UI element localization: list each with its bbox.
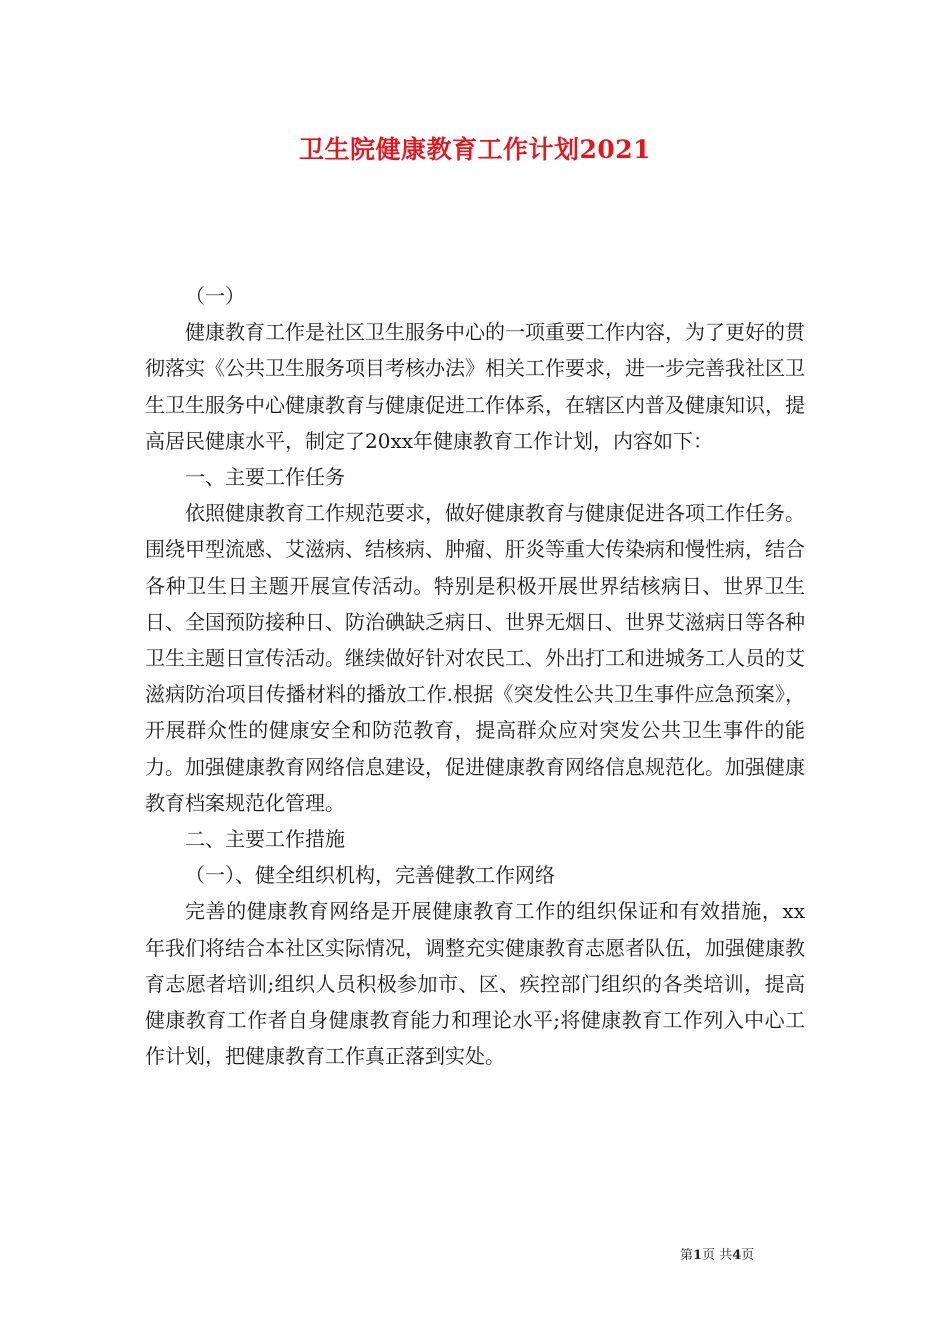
footer-middle: 页 共 [702, 1248, 733, 1263]
page-number-footer [680, 1247, 840, 1265]
footer-prefix: 第 [680, 1248, 694, 1263]
organization-paragraph: 完善的健康教育网络是开展健康教育工作的组织保证和有效措施，xx年我们将结合本社区实际情况，调整充实健康教育志愿者队伍，加强健康教育志愿者培训;组织人员积极参加市、区、疾控部门组织的各类培训，提高健康教育工作者自身健康教育能力和理论水平;将健康教育工作列入中心工作计划，把健康教育工作真正落到实处。 [145, 899, 805, 1069]
tasks-paragraph: 依照健康教育工作规范要求，做好健康教育与健康促进各项工作任务。围绕甲型流感、艾滋病、结核病、肿瘤、肝炎等重大传染病和慢性病，结合各种卫生日主题开展宣传活动。特别是积极开展世界结核病日、世界卫生日、全国预防接种日、防治碘缺乏病日、世界无烟日、世界艾滋病日等各种卫生主题日宣传活动。继续做好针对农民工、外出打工和进城务工人员的艾滋病防治项目传播材料的播放工作.根据《突发性公共卫生事件应急预案》，开展群众性的健康安全和防范教育，提高群众应对突发公共卫生事件的能力。加强健康教育网络信息建设，促进健康教育网络信息规范化。加强健康教育档案规范化管理。 [145, 501, 805, 815]
document-title: 卫生院健康教育工作计划2021 [298, 135, 652, 164]
intro-paragraph: 健康教育工作是社区卫生服务中心的一项重要工作内容，为了更好的贯彻落实《公共卫生服务项目考核办法》相关工作要求，进一步完善我社区卫生卫生服务中心健康教育与健康促进工作体系，在辖区内普及健康知识，提高居民健康水平，制定了20xx年健康教育工作计划，内容如下： [145, 320, 805, 453]
footer-suffix: 页 [741, 1248, 755, 1263]
section-heading-tasks: 一、主要工作任务 [185, 465, 345, 490]
footer-current-page: 1 [693, 1248, 703, 1263]
section-marker: （一） [185, 284, 245, 308]
subsection-heading-organization: （一）、健全组织机构，完善健教工作网络 [185, 863, 555, 888]
section-heading-measures: 二、主要工作措施 [185, 827, 345, 852]
document-body [145, 278, 805, 1074]
footer-total-pages: 4 [732, 1248, 742, 1263]
